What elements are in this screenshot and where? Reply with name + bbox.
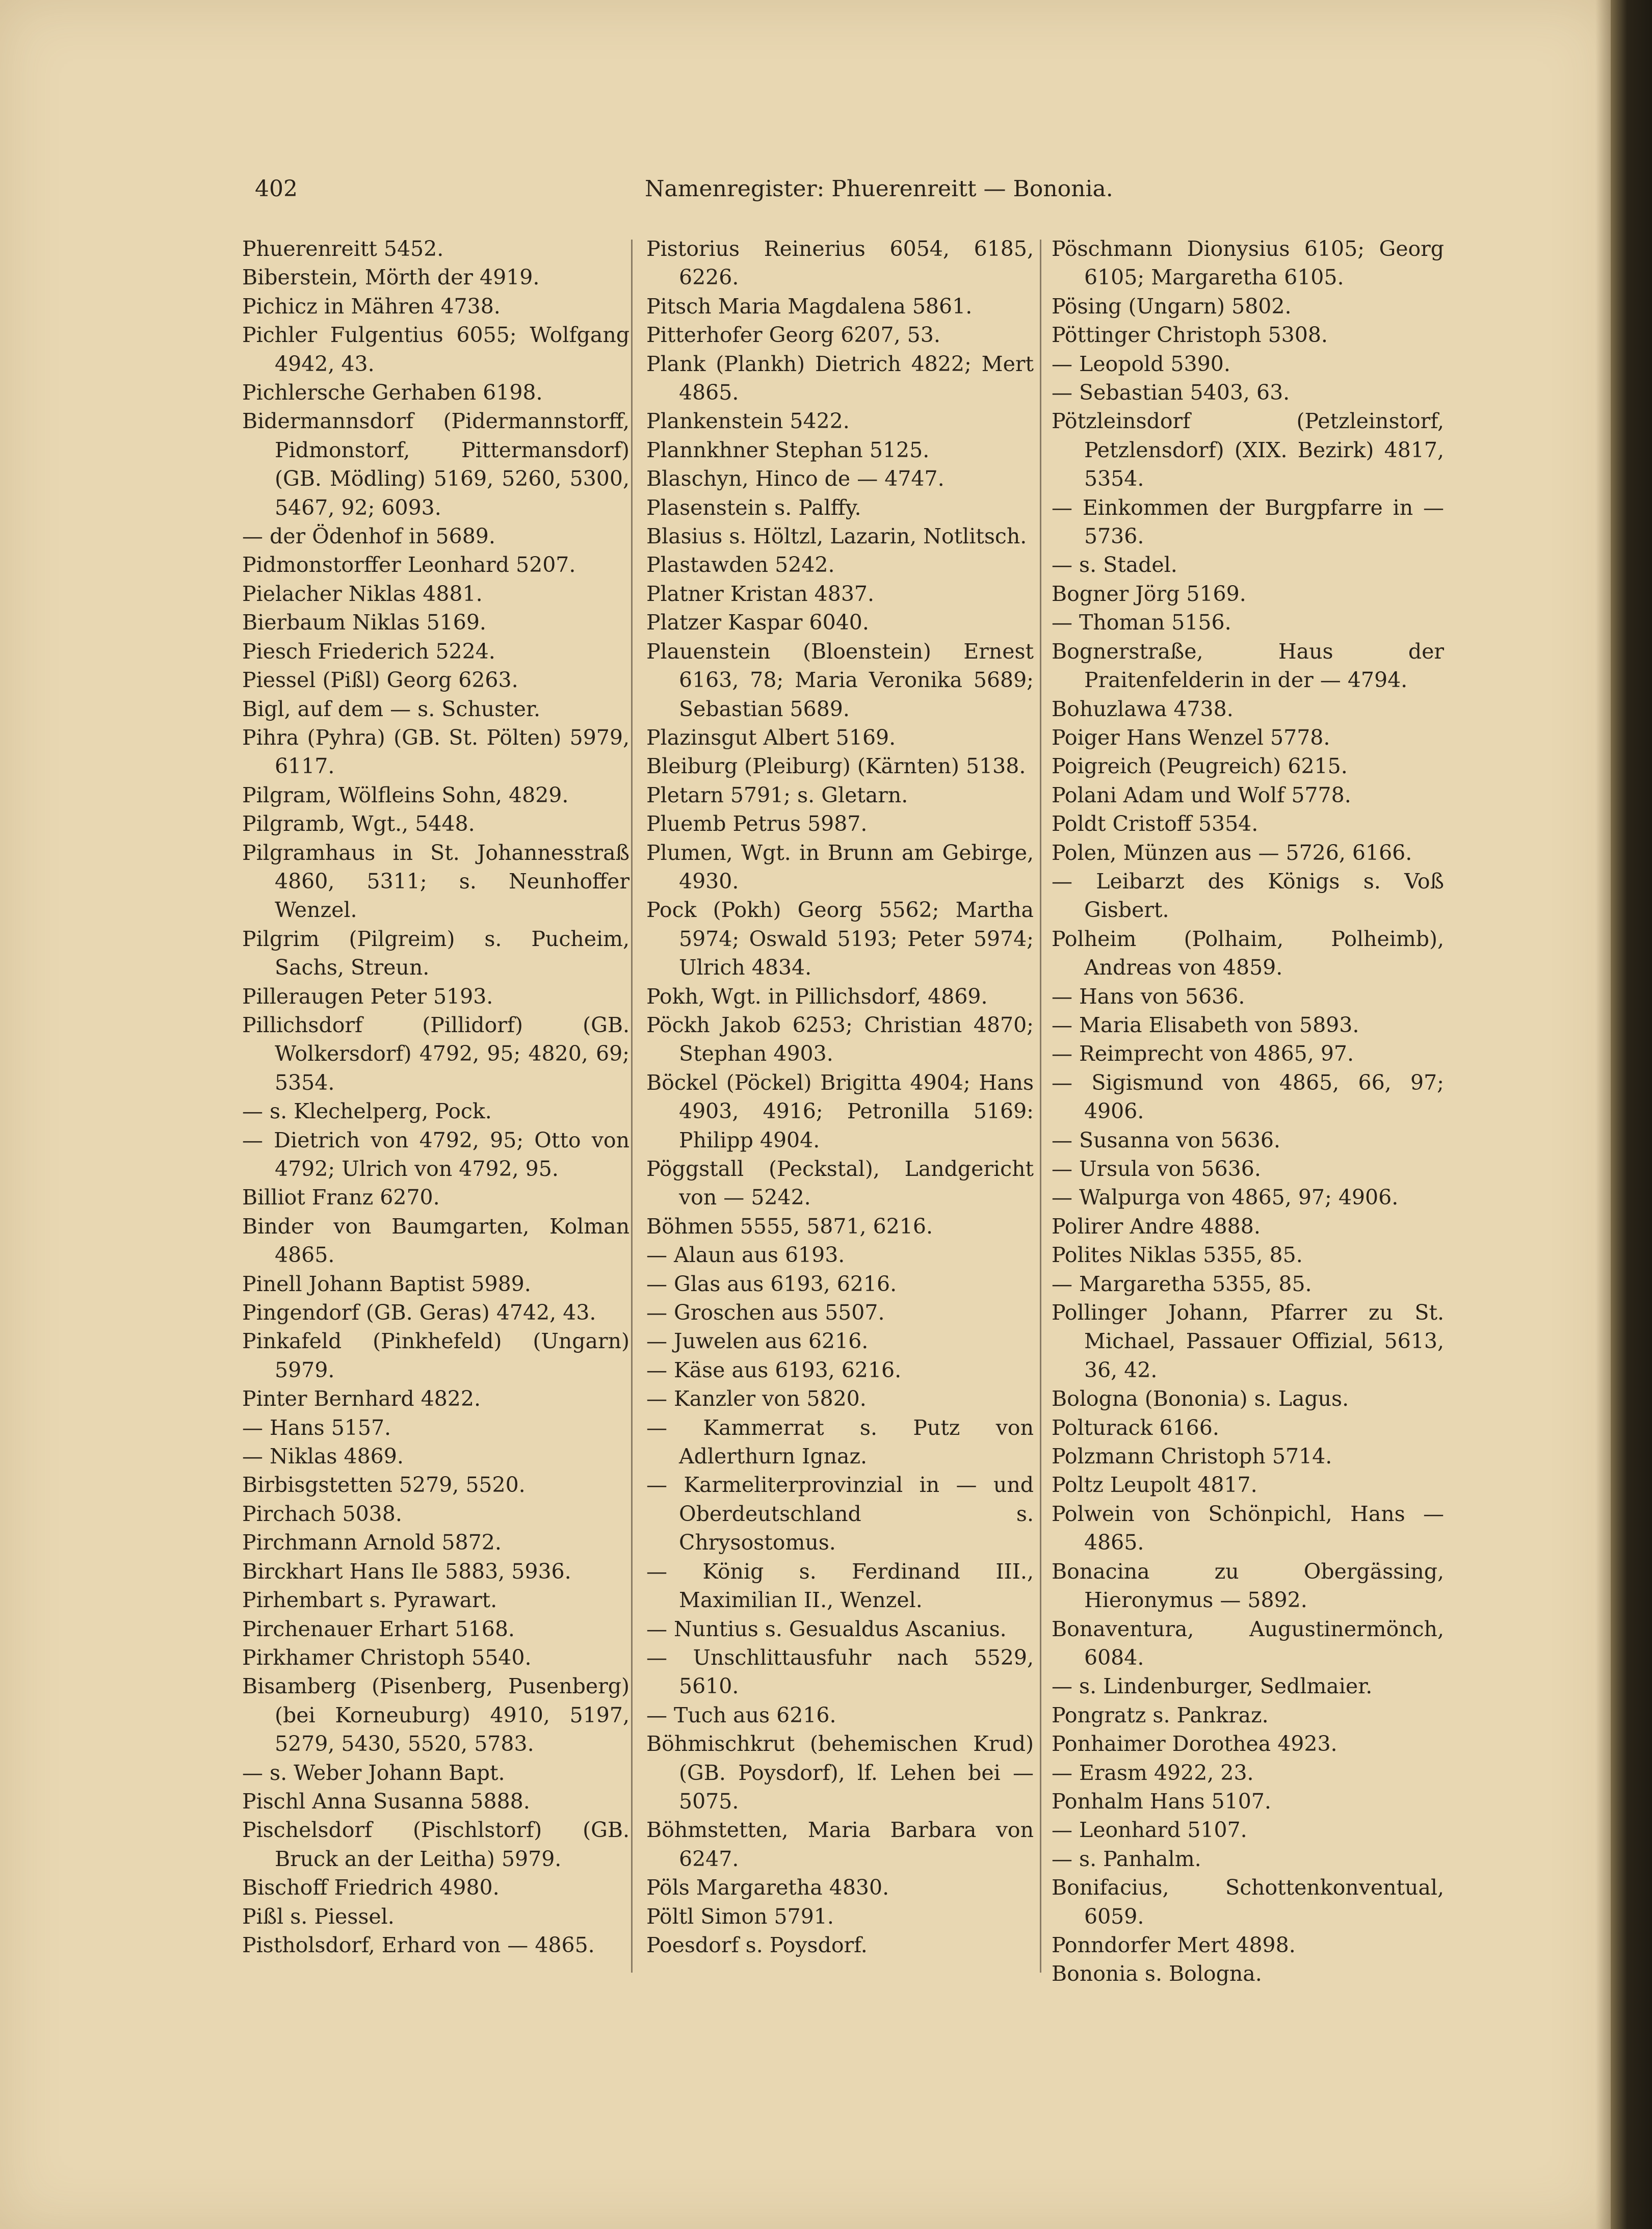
- index-entry: Polani Adam und Wolf 5778.: [1052, 782, 1351, 807]
- index-entry: Plasenstein s. Palffy.: [646, 495, 861, 520]
- index-entry: Pirchmann Arnold 5872.: [242, 1530, 502, 1555]
- index-entry: Pöls Margaretha 4830.: [646, 1875, 889, 1900]
- index-entry: — Leonhard 5107.: [1052, 1818, 1247, 1843]
- index-entry: Pichlersche Gerhaben 6198.: [242, 380, 543, 405]
- index-entry: Pitterhofer Georg 6207, 53.: [646, 323, 940, 348]
- index-entry: Bleiburg (Pleiburg) (Kärnten) 5138.: [646, 754, 1026, 779]
- index-entry: Pischelsdorf (Pischlstorf) (GB. Bruck an der Leitha) 5979.: [242, 1818, 630, 1871]
- index-entry: — Sebastian 5403, 63.: [1052, 380, 1290, 405]
- index-entry: Biberstein, Mörth der 4919.: [242, 265, 540, 290]
- index-entry: Böhmen 5555, 5871, 6216.: [646, 1214, 933, 1239]
- index-entry: Bohuzlawa 4738.: [1052, 696, 1234, 721]
- index-entry: — Reimprecht von 4865, 97.: [1052, 1041, 1354, 1066]
- index-entry: Poesdorf s. Poysdorf.: [646, 1932, 868, 1957]
- index-entry: Pielacher Niklas 4881.: [242, 581, 483, 606]
- index-entry: — s. Panhalm.: [1052, 1846, 1201, 1871]
- index-entry: — Thoman 5156.: [1052, 610, 1231, 635]
- index-entry: Pistholsdorf, Erhard von — 4865.: [242, 1932, 595, 1957]
- index-entry: Binder von Baumgarten, Kolman 4865.: [242, 1214, 630, 1268]
- index-entry: — Hans 5157.: [242, 1415, 391, 1440]
- index-entry: Pihra (Pyhra) (GB. St. Pölten) 5979, 6117.: [242, 725, 630, 779]
- index-entry: Pletarn 5791; s. Gletarn.: [646, 782, 908, 807]
- index-entry: Pinkafeld (Pinkhefeld) (Ungarn) 5979.: [242, 1329, 630, 1382]
- index-entry: Pöltl Simon 5791.: [646, 1904, 834, 1929]
- index-entry: — Walpurga von 4865, 97; 4906.: [1052, 1185, 1399, 1210]
- index-entry: — Maria Elisabeth von 5893.: [1052, 1012, 1359, 1037]
- index-entry: Pirchenauer Erhart 5168.: [242, 1616, 515, 1641]
- index-entry: Bischoff Friedrich 4980.: [242, 1875, 500, 1900]
- index-entry: Plastawden 5242.: [646, 553, 835, 578]
- index-entry: — Alaun aus 6193.: [646, 1243, 845, 1268]
- running-head: Namenregister: Phuerenreitt — Bononia.: [645, 176, 1113, 202]
- index-entry: Pilgramhaus in St. Johannesstraß 4860, 5311; s. Neunhoffer Wenzel.: [242, 840, 630, 923]
- index-entry: Bisamberg (Pisenberg, Pusenberg) (bei Korneuburg) 4910, 5197, 5279, 5430, 5520, 5783.: [242, 1674, 630, 1756]
- index-entry: Pluemb Petrus 5987.: [646, 811, 868, 836]
- index-entry: — Erasm 4922, 23.: [1052, 1760, 1254, 1785]
- index-entry: Pötzleinsdorf (Petzleinstorf, Petzlensdorf) (XIX. Bezirk) 4817, 5354.: [1052, 409, 1444, 491]
- page-number: 402: [255, 176, 298, 202]
- column-divider: [631, 240, 633, 1973]
- index-column-2: [646, 234, 1034, 1959]
- index-entry: — Dietrich von 4792, 95; Otto von 4792; Ulrich von 4792, 95.: [242, 1127, 630, 1181]
- index-entry: Pöttinger Christoph 5308.: [1052, 323, 1328, 348]
- index-entry: Plankenstein 5422.: [646, 409, 850, 434]
- index-entry: — Karmeliterprovinzial in — und Oberdeutschland s. Chrysostomus.: [646, 1473, 1034, 1555]
- index-entry: Pichler Fulgentius 6055; Wolfgang 4942, 43.: [242, 323, 630, 376]
- index-entry: Ponhaimer Dorothea 4923.: [1052, 1732, 1338, 1756]
- index-entry: Polturack 6166.: [1052, 1415, 1219, 1440]
- index-entry: Blaschyn, Hinco de — 4747.: [646, 466, 945, 491]
- index-entry: Bierbaum Niklas 5169.: [242, 610, 486, 635]
- index-entry: — Leibarzt des Königs s. Voß Gisbert.: [1052, 869, 1444, 923]
- index-entry: Pock (Pokh) Georg 5562; Martha 5974; Oswald 5193; Peter 5974; Ulrich 4834.: [646, 898, 1034, 980]
- index-entry: Polirer Andre 4888.: [1052, 1214, 1261, 1239]
- index-entry: — Groschen aus 5507.: [646, 1300, 885, 1325]
- index-column-1: [242, 234, 630, 1959]
- index-entry: Bologna (Bononia) s. Lagus.: [1052, 1386, 1349, 1411]
- index-entry: Bonacina zu Obergässing, Hieronymus — 5892.: [1052, 1559, 1444, 1613]
- index-entry: Pilleraugen Peter 5193.: [242, 984, 493, 1009]
- index-entry: Pillichsdorf (Pillidorf) (GB. Wolkersdorf) 4792, 95; 4820, 69; 5354.: [242, 1012, 630, 1095]
- index-entry: Plazinsgut Albert 5169.: [646, 725, 896, 750]
- index-entry: — Margaretha 5355, 85.: [1052, 1271, 1312, 1296]
- book-edge: [1611, 0, 1652, 2229]
- index-entry: Poldt Cristoff 5354.: [1052, 811, 1258, 836]
- index-entry: Böhmischkrut (behemischen Krud) (GB. Poysdorf), lf. Lehen bei — 5075.: [646, 1732, 1034, 1814]
- index-entry: — Glas aus 6193, 6216.: [646, 1271, 897, 1296]
- index-entry: Pichicz in Mähren 4738.: [242, 294, 501, 319]
- index-entry: — Niklas 4869.: [242, 1444, 404, 1469]
- index-entry: Poiger Hans Wenzel 5778.: [1052, 725, 1330, 750]
- index-entry: Pirchach 5038.: [242, 1501, 402, 1526]
- index-entry: Pinell Johann Baptist 5989.: [242, 1271, 531, 1296]
- index-entry: Pösing (Ungarn) 5802.: [1052, 294, 1292, 319]
- index-entry: — Susanna von 5636.: [1052, 1127, 1280, 1152]
- index-entry: Polwein von Schönpichl, Hans — 4865.: [1052, 1501, 1444, 1555]
- index-entry: Polites Niklas 5355, 85.: [1052, 1243, 1303, 1268]
- index-entry: — Juwelen aus 6216.: [646, 1329, 869, 1354]
- index-entry: — Tuch aus 6216.: [646, 1702, 836, 1727]
- index-entry: — Unschlittausfuhr nach 5529, 5610.: [646, 1645, 1034, 1699]
- index-entry: — s. Weber Johann Bapt.: [242, 1760, 505, 1785]
- index-entry: Pirkhamer Christoph 5540.: [242, 1645, 532, 1670]
- index-entry: Pischl Anna Susanna 5888.: [242, 1789, 530, 1814]
- index-entry: — Käse aus 6193, 6216.: [646, 1357, 902, 1382]
- index-entry: — Kanzler von 5820.: [646, 1386, 867, 1411]
- index-entry: Pilgrim (Pilgreim) s. Pucheim, Sachs, Streun.: [242, 926, 630, 980]
- index-entry: Bigl, auf dem — s. Schuster.: [242, 696, 541, 721]
- index-entry: Billiot Franz 6270.: [242, 1185, 440, 1210]
- index-entry: Bononia s. Bologna.: [1052, 1961, 1262, 1986]
- index-entry: — Ursula von 5636.: [1052, 1157, 1261, 1181]
- index-entry: Piesch Friederich 5224.: [242, 639, 495, 664]
- index-entry: — s. Lindenburger, Sedlmaier.: [1052, 1674, 1373, 1699]
- index-entry: Pöckh Jakob 6253; Christian 4870; Stephan 4903.: [646, 1012, 1034, 1066]
- index-entry: Pistorius Reinerius 6054, 6185, 6226.: [646, 237, 1034, 290]
- index-entry: Pißl s. Piessel.: [242, 1904, 395, 1929]
- index-entry: — Sigismund von 4865, 66, 97; 4906.: [1052, 1070, 1444, 1124]
- index-entry: Bonifacius, Schottenkonventual, 6059.: [1052, 1875, 1444, 1929]
- index-entry: Bonaventura, Augustinermönch, 6084.: [1052, 1616, 1444, 1670]
- index-entry: Birckhart Hans Ile 5883, 5936.: [242, 1559, 571, 1584]
- index-entry: Polen, Münzen aus — 5726, 6166.: [1052, 840, 1412, 865]
- index-entry: Bidermannsdorf (Pidermannstorff, Pidmonstorf, Pittermansdorf) (GB. Mödling) 5169, 5260, 5300, 5467, 92; 6093.: [242, 409, 630, 520]
- index-entry: — Nuntius s. Gesualdus Ascanius.: [646, 1616, 1007, 1641]
- index-entry: Plank (Plankh) Dietrich 4822; Mert 4865.: [646, 351, 1034, 405]
- index-entry: Pöschmann Dionysius 6105; Georg 6105; Margaretha 6105.: [1052, 237, 1444, 290]
- index-entry: Polheim (Polhaim, Polheimb), Andreas von 4859.: [1052, 926, 1444, 980]
- index-entry: Pidmonstorffer Leonhard 5207.: [242, 553, 576, 578]
- index-entry: — Einkommen der Burgpfarre in — 5736.: [1052, 495, 1444, 549]
- index-entry: Blasius s. Höltzl, Lazarin, Notlitsch.: [646, 524, 1027, 549]
- page-edge-shadow: [1595, 0, 1611, 2229]
- index-entry: Plauenstein (Bloenstein) Ernest 6163, 78; Maria Veronika 5689; Sebastian 5689.: [646, 639, 1034, 721]
- index-column-3: [1052, 234, 1444, 1988]
- index-entry: Ponhalm Hans 5107.: [1052, 1789, 1271, 1814]
- index-entry: — Kammerrat s. Putz von Adlerthurn Ignaz.: [646, 1415, 1034, 1469]
- index-entry: Platzer Kaspar 6040.: [646, 610, 869, 635]
- index-entry: — s. Klechelperg, Pock.: [242, 1099, 492, 1124]
- index-entry: Ponndorfer Mert 4898.: [1052, 1932, 1296, 1957]
- index-entry: Pokh, Wgt. in Pillichsdorf, 4869.: [646, 984, 988, 1009]
- index-entry: Pöggstall (Peckstal), Landgericht von — 5242.: [646, 1157, 1034, 1210]
- index-entry: Pitsch Maria Magdalena 5861.: [646, 294, 973, 319]
- index-entry: Pinter Bernhard 4822.: [242, 1386, 481, 1411]
- index-entry: Böckel (Pöckel) Brigitta 4904; Hans 4903, 4916; Petronilla 5169: Philipp 4904.: [646, 1070, 1034, 1152]
- index-entry: Pirhembart s. Pyrawart.: [242, 1588, 497, 1613]
- index-entry: Plumen, Wgt. in Brunn am Gebirge, 4930.: [646, 840, 1034, 894]
- index-entry: — König s. Ferdinand III., Maximilian II., Wenzel.: [646, 1559, 1034, 1613]
- index-entry: Piessel (Pißl) Georg 6263.: [242, 668, 518, 693]
- index-entry: Pingendorf (GB. Geras) 4742, 43.: [242, 1300, 596, 1325]
- index-entry: — Leopold 5390.: [1052, 351, 1230, 376]
- index-entry: Plannkhner Stephan 5125.: [646, 437, 930, 462]
- index-entry: Poigreich (Peugreich) 6215.: [1052, 754, 1348, 779]
- index-entry: — s. Stadel.: [1052, 553, 1177, 578]
- index-entry: Poltz Leupolt 4817.: [1052, 1473, 1257, 1498]
- index-entry: Pollinger Johann, Pfarrer zu St. Michael, Passauer Offizial, 5613, 36, 42.: [1052, 1300, 1444, 1382]
- index-entry: — der Ödenhof in 5689.: [242, 524, 495, 549]
- index-entry: Polzmann Christoph 5714.: [1052, 1444, 1332, 1469]
- index-entry: Pilgramb, Wgt., 5448.: [242, 811, 475, 836]
- index-entry: Pilgram, Wölfleins Sohn, 4829.: [242, 782, 569, 807]
- index-entry: Bognerstraße, Haus der Praitenfelderin in der — 4794.: [1052, 639, 1444, 693]
- column-divider: [1040, 240, 1041, 1973]
- index-entry: Pongratz s. Pankraz.: [1052, 1702, 1269, 1727]
- index-entry: Bogner Jörg 5169.: [1052, 581, 1246, 606]
- index-entry: Böhmstetten, Maria Barbara von 6247.: [646, 1818, 1034, 1871]
- index-entry: Birbisgstetten 5279, 5520.: [242, 1473, 526, 1498]
- index-entry: Platner Kristan 4837.: [646, 581, 875, 606]
- index-entry: Phuerenreitt 5452.: [242, 237, 444, 261]
- index-entry: — Hans von 5636.: [1052, 984, 1245, 1009]
